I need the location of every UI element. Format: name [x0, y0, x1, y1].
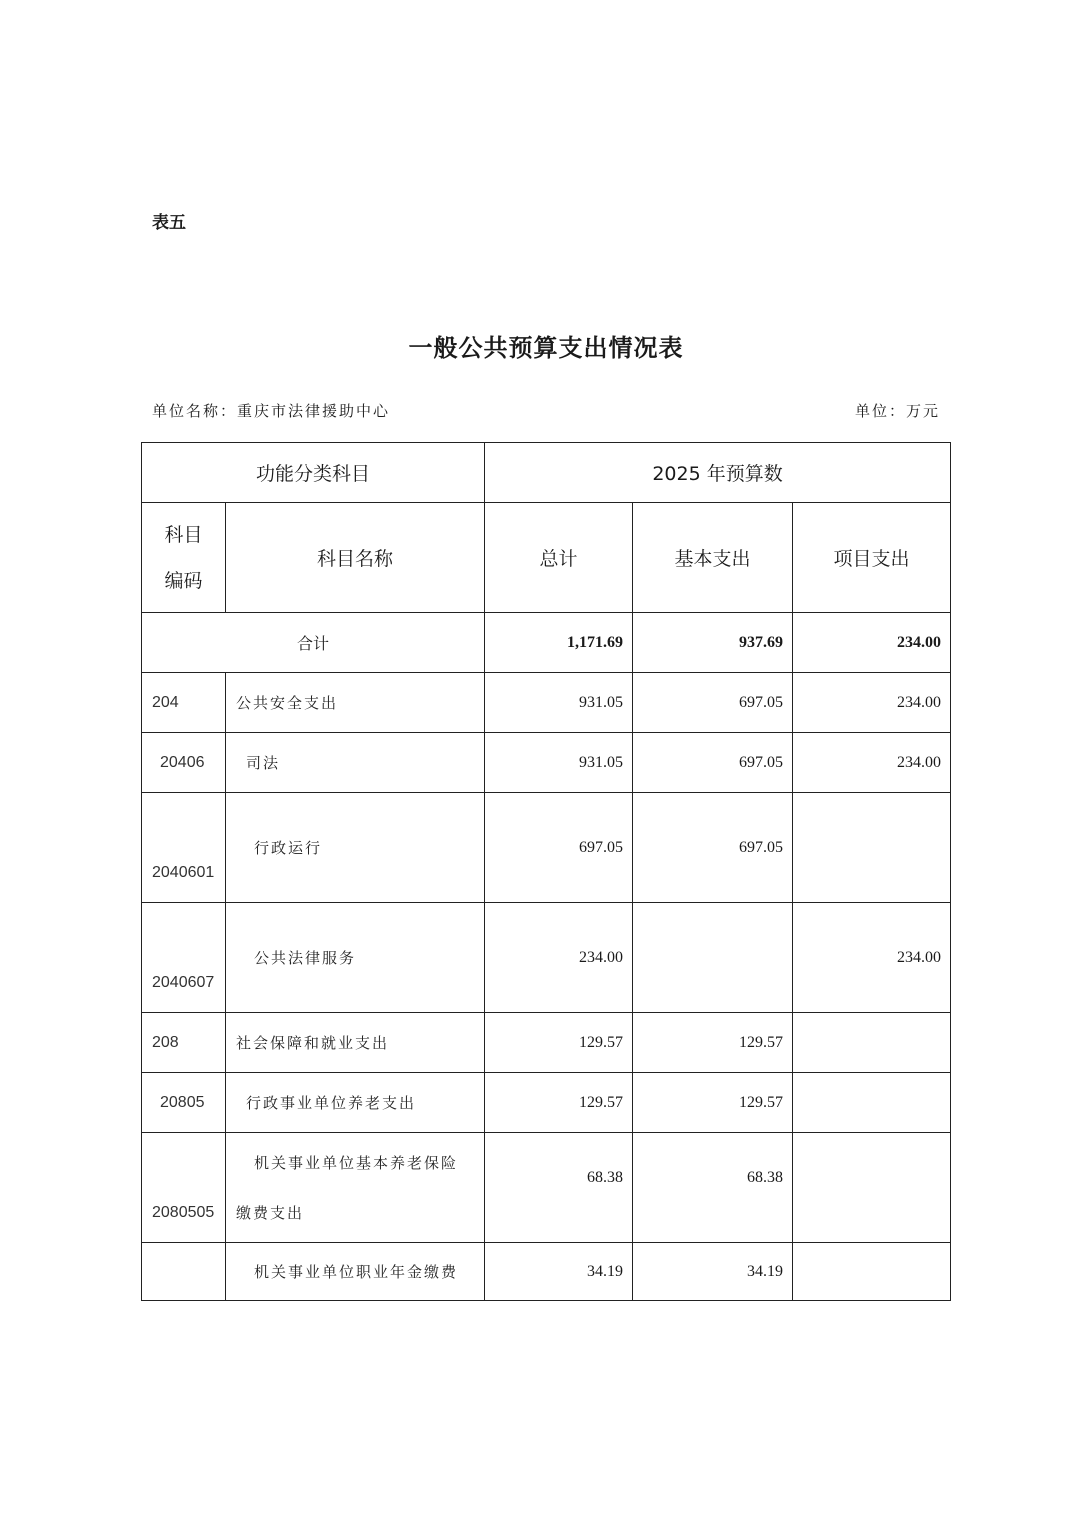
row-basic: 129.57 [633, 1013, 793, 1073]
header-function-category: 功能分类科目 [142, 443, 485, 503]
row-name-line2: 缴费支出 [236, 1203, 305, 1222]
row-code [142, 1243, 226, 1301]
header-group-row [142, 443, 951, 503]
row-basic: 697.05 [633, 673, 793, 733]
row-name: 司法 [226, 733, 485, 793]
row-basic: 129.57 [633, 1073, 793, 1133]
totals-project: 234.00 [793, 613, 951, 673]
table-row [142, 1073, 951, 1133]
row-total: 34.19 [485, 1243, 633, 1301]
row-name: 公共安全支出 [226, 673, 485, 733]
row-code: 20805 [142, 1073, 226, 1133]
header-column-row [142, 503, 951, 613]
header-code-line1: 科目 [164, 523, 203, 546]
row-total: 129.57 [485, 1013, 633, 1073]
row-basic [633, 903, 793, 1013]
unit-label: 单位：万元 [854, 402, 940, 420]
row-name: 行政运行 [226, 793, 485, 903]
row-project [793, 1073, 951, 1133]
row-project [793, 793, 951, 903]
row-project [793, 1243, 951, 1301]
table-row [142, 903, 951, 1013]
row-name-line1: 机关事业单位基本养老保险 [254, 1153, 459, 1172]
table-row [142, 1013, 951, 1073]
row-name: 机关事业单位职业年金缴费 [226, 1243, 485, 1301]
row-basic: 697.05 [633, 733, 793, 793]
row-project [793, 1013, 951, 1073]
totals-label: 合计 [142, 613, 485, 673]
budget-table [141, 442, 951, 1301]
totals-row [142, 613, 951, 673]
row-code: 208 [142, 1013, 226, 1073]
row-basic: 697.05 [633, 793, 793, 903]
row-name: 社会保障和就业支出 [226, 1013, 485, 1073]
row-code: 2040601 [142, 793, 226, 903]
row-name: 行政事业单位养老支出 [226, 1073, 485, 1133]
row-basic: 34.19 [633, 1243, 793, 1301]
header-code-line2: 编码 [164, 569, 203, 592]
header-name: 科目名称 [226, 503, 485, 613]
totals-basic: 937.69 [633, 613, 793, 673]
header-project: 项目支出 [793, 503, 951, 613]
table-row [142, 1243, 951, 1301]
table-row [142, 793, 951, 903]
row-total: 931.05 [485, 733, 633, 793]
header-total: 总计 [485, 503, 633, 613]
row-code: 20406 [142, 733, 226, 793]
row-name [226, 1133, 485, 1243]
row-total: 129.57 [485, 1073, 633, 1133]
row-code: 2080505 [142, 1133, 226, 1243]
unit-name-label: 单位名称：重庆市法律援助中心 [152, 402, 391, 420]
header-basic: 基本支出 [633, 503, 793, 613]
row-project: 234.00 [793, 733, 951, 793]
table-row [142, 673, 951, 733]
page-title: 一般公共预算支出情况表 [408, 333, 684, 362]
row-code: 204 [142, 673, 226, 733]
row-total: 234.00 [485, 903, 633, 1013]
row-basic: 68.38 [633, 1133, 793, 1243]
header-budget-year: 2025 年预算数 [485, 443, 951, 503]
row-project [793, 1133, 951, 1243]
row-project: 234.00 [793, 903, 951, 1013]
table-row [142, 733, 951, 793]
row-project: 234.00 [793, 673, 951, 733]
table-label: 表五 [152, 213, 186, 233]
table-row [142, 1133, 951, 1243]
row-total: 68.38 [485, 1133, 633, 1243]
row-total: 697.05 [485, 793, 633, 903]
header-code [142, 503, 226, 613]
row-name: 公共法律服务 [226, 903, 485, 1013]
row-code: 2040607 [142, 903, 226, 1013]
totals-total: 1,171.69 [485, 613, 633, 673]
row-total: 931.05 [485, 673, 633, 733]
